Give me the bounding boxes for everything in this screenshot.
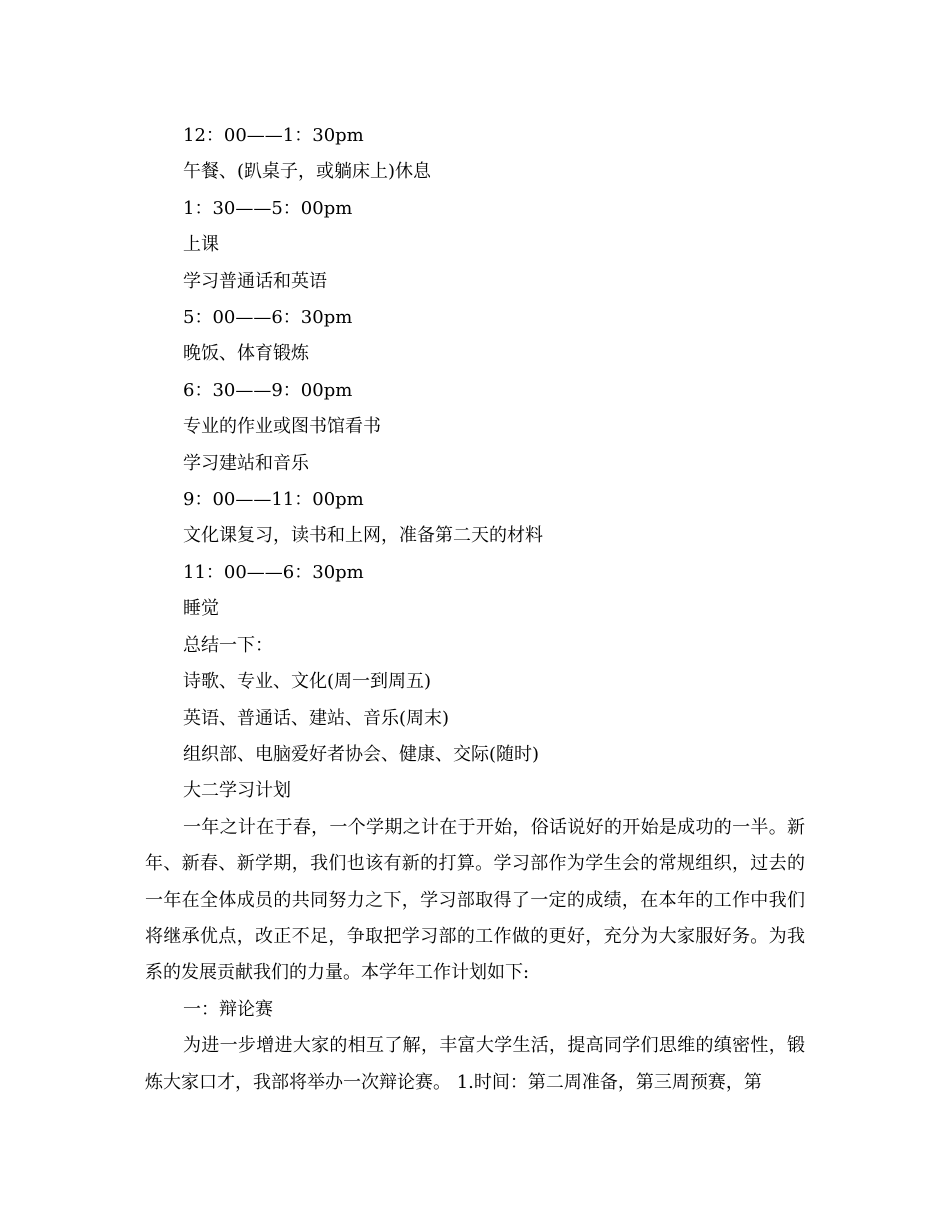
summary-heading: 总结一下：	[183, 634, 273, 656]
summary-item: 英语、普通话、建站、音乐(周末)	[183, 707, 450, 729]
schedule-time: 1：30——5：00pm	[183, 197, 353, 219]
schedule-activity: 专业的作业或图书馆看书	[183, 416, 381, 438]
summary-item: 组织部、电脑爱好者协会、健康、交际(随时)	[183, 743, 540, 765]
plan-title: 大二学习计划	[183, 780, 291, 802]
schedule-activity: 学习建站和音乐	[183, 452, 309, 474]
schedule-time: 6：30——9：00pm	[183, 379, 353, 401]
summary-item: 诗歌、专业、文化(周一到周五)	[183, 671, 432, 693]
schedule-time: 5：00——6：30pm	[183, 307, 353, 329]
plan-intro-paragraph: 一年之计在于春，一个学期之计在于开始，俗话说好的开始是成功的一半。新年、新春、新学期，我们也该有新的打算。学习部作为学生会的常规组织，过去的一年在全体成员的共同努力之下，学习部取得了一定的成绩，在本年的工作中我们将继承优点，改正不足，争取把学习部的工作做的更好，充分为大家服好务。为我系的发展贡献我们的力量。本学年工作计划如下:	[145, 816, 805, 984]
schedule-time: 12：00——1：30pm	[183, 125, 364, 146]
schedule-activity: 上课	[183, 234, 219, 256]
schedule-activity: 午餐、(趴桌子，或躺床上)休息	[183, 161, 432, 183]
schedule-activity: 学习普通话和英语	[183, 270, 327, 292]
schedule-activity: 文化课复习，读书和上网，准备第二天的材料	[183, 525, 543, 547]
schedule-time: 11：00——6：30pm	[183, 561, 364, 583]
section-body-paragraph: 为进一步增进大家的相互了解，丰富大学生活，提高同学们思维的缜密性，锻炼大家口才，我部将举办一次辩论赛。 1.时间：第二周准备，第三周预赛，第	[145, 1035, 805, 1093]
section-heading: 一：辩论赛	[183, 998, 273, 1020]
schedule-activity: 晚饭、体育锻炼	[183, 343, 309, 365]
document-body	[145, 118, 805, 1101]
schedule-activity: 睡觉	[183, 598, 219, 620]
schedule-time: 9：00——11：00pm	[183, 489, 364, 511]
